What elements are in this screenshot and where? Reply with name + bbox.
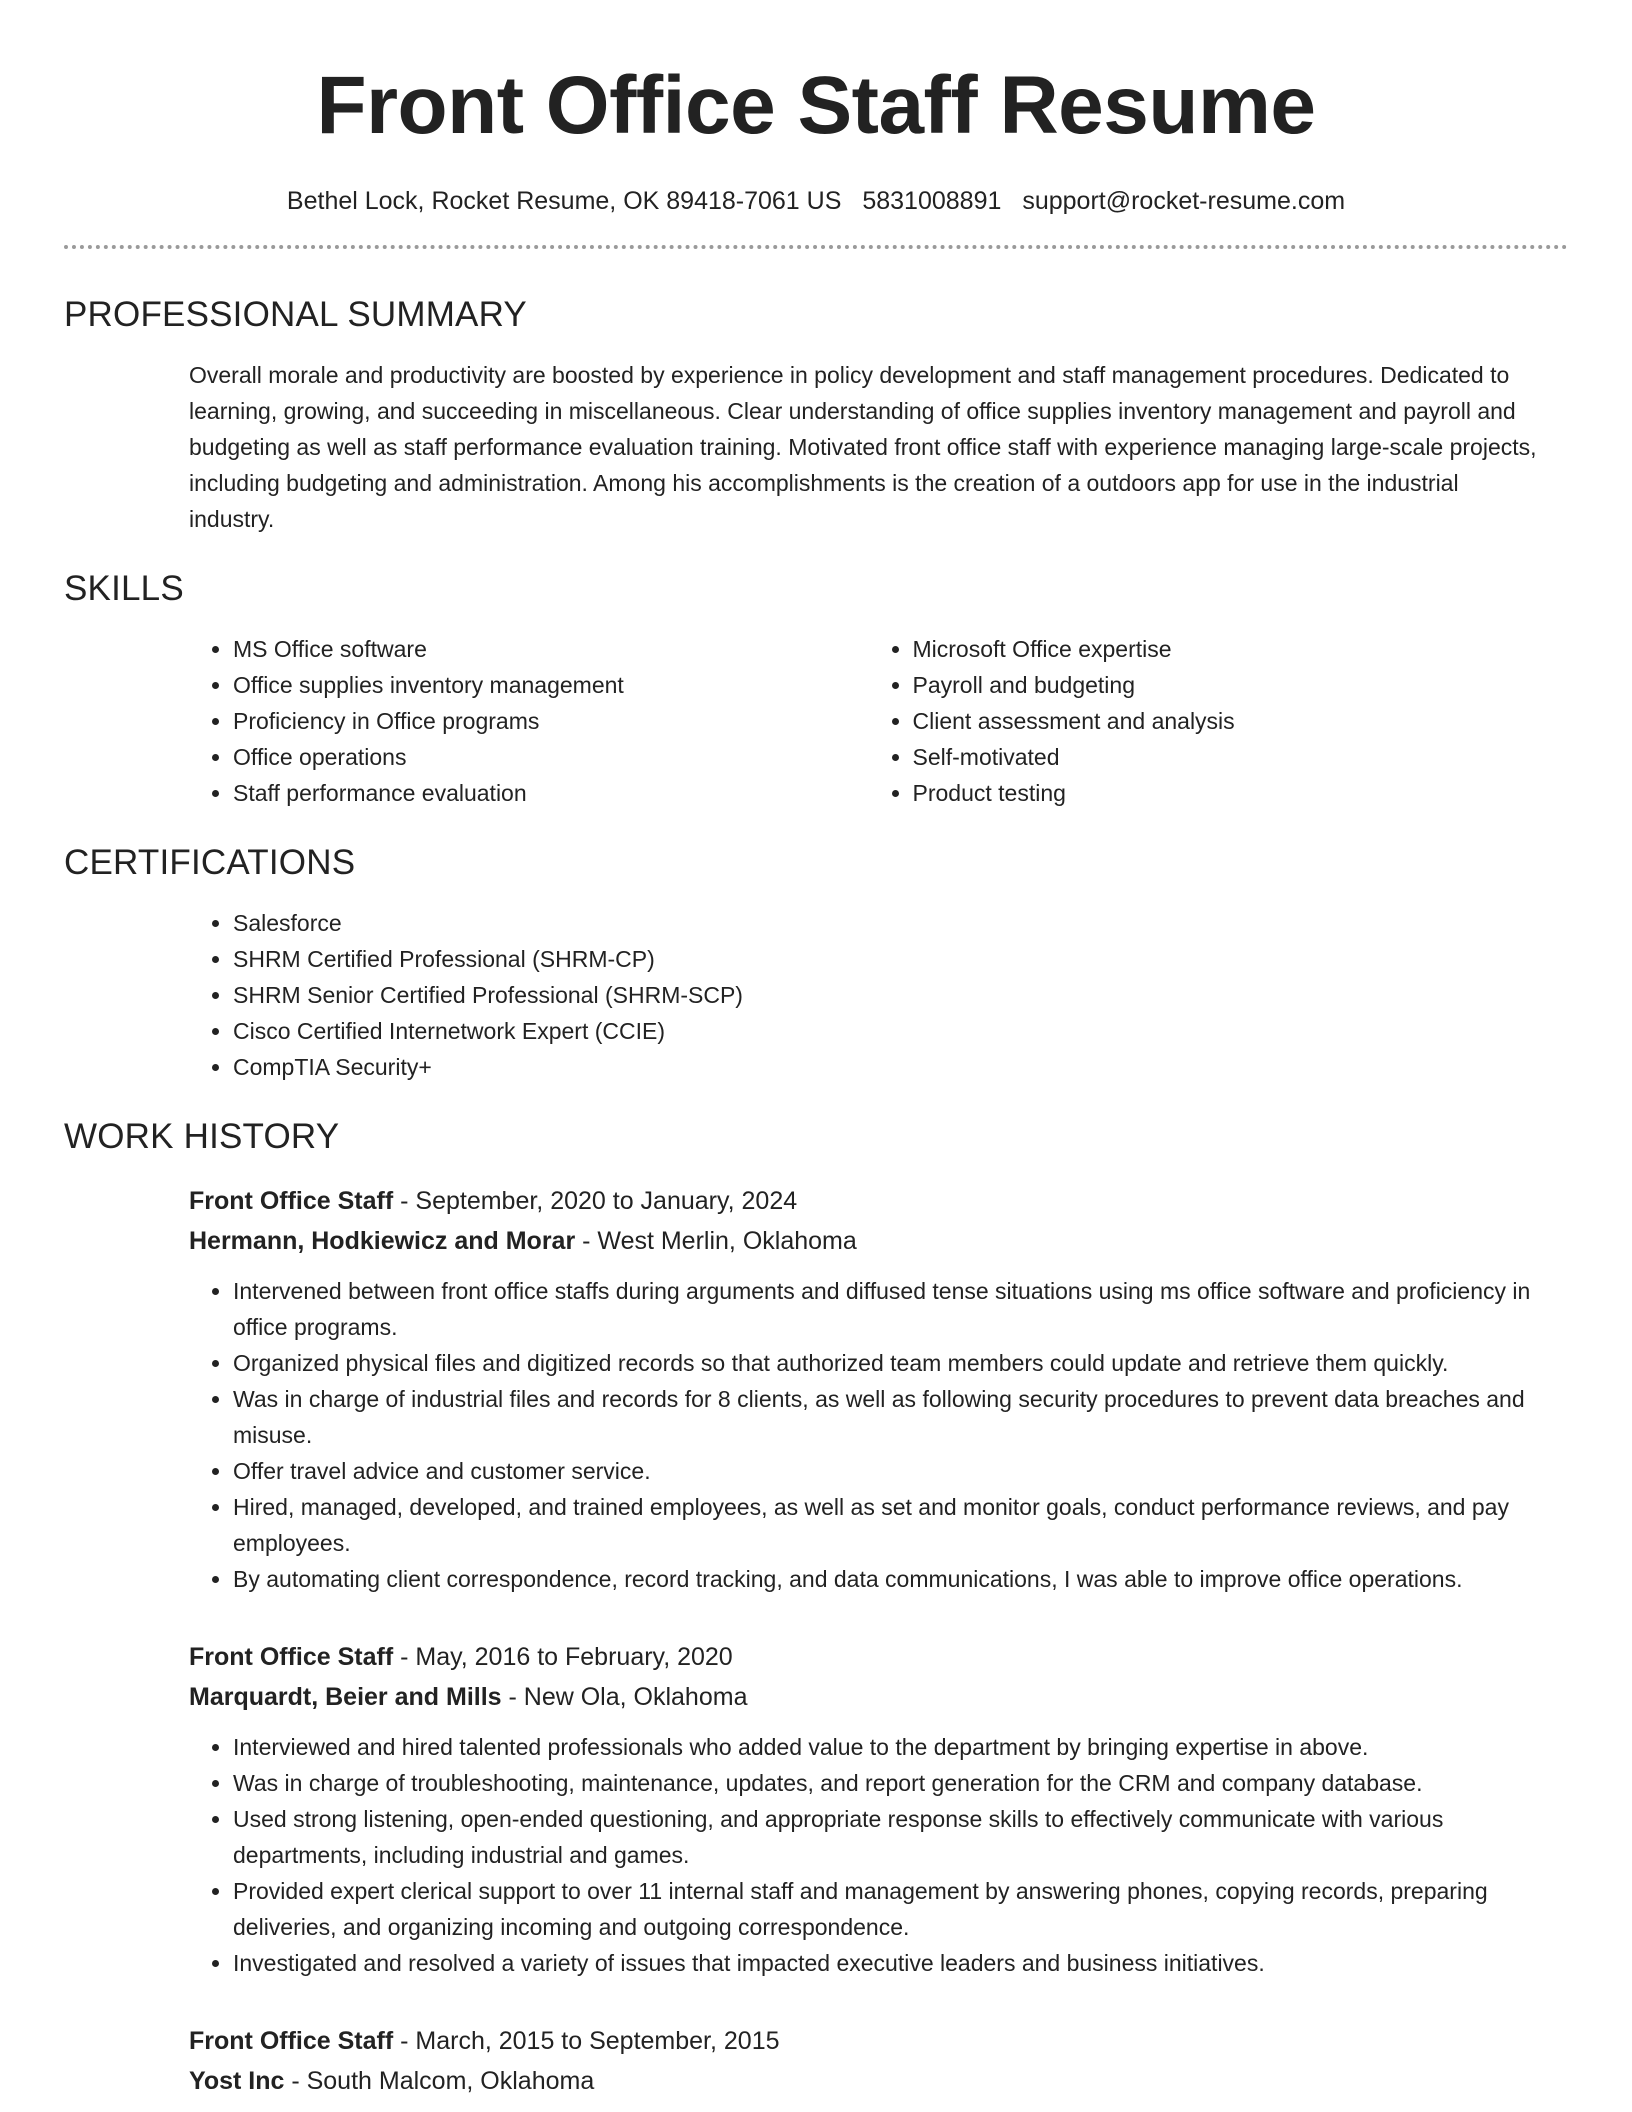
job-company-line — [189, 2061, 1548, 2101]
certification-item: • Cisco Certified Internetwork Expert (CCIE) — [233, 1013, 1548, 1049]
job-bullet: • Was in charge of troubleshooting, maintenance, updates, and report generation for the CRM and company database. — [233, 1765, 1548, 1801]
job-company: Hermann, Hodkiewicz and Morar — [189, 1227, 576, 1255]
certifications-heading: CERTIFICATIONS — [64, 843, 356, 882]
job-bullet: • Was in charge of industrial files and records for 8 clients, as well as following security procedures to prevent data breaches and misuse. — [233, 1381, 1548, 1453]
job-bullets — [189, 1273, 1548, 1597]
contact-phone: 5831008891 — [862, 187, 1002, 215]
skills-section — [64, 567, 1568, 811]
skill-item: • Office operations — [233, 739, 869, 775]
certification-item: • CompTIA Security+ — [233, 1049, 1548, 1085]
job-entry — [189, 2021, 1548, 2101]
certification-item: • SHRM Certified Professional (SHRM-CP) — [233, 941, 1548, 977]
job-location: - South Malcom, Oklahoma — [284, 2067, 595, 2095]
job-company-line — [189, 1677, 1548, 1717]
skill-item: • Product testing — [913, 775, 1549, 811]
job-bullet: • Hired, managed, developed, and trained employees, as well as set and monitor goals, conduct performance reviews, and pay employees. — [233, 1489, 1548, 1561]
job-bullet: • Provided expert clerical support to over 11 internal staff and management by answering phones, copying records, preparing deliveries, and organizing incoming and outgoing correspondence. — [233, 1873, 1548, 1945]
job-bullet: • By automating client correspondence, record tracking, and data communications, I was able to improve office operations. — [233, 1561, 1548, 1597]
summary-heading: PROFESSIONAL SUMMARY — [64, 295, 527, 334]
job-title-line — [189, 2021, 1548, 2061]
job-dates: - September, 2020 to January, 2024 — [393, 1187, 798, 1215]
job-bullet: • Organized physical files and digitized records so that authorized team members could update and retrieve them quickly. — [233, 1345, 1548, 1381]
summary-text: Overall morale and productivity are boosted by experience in policy development and staff management procedures. Dedicated to learning, growing, and succeeding in miscellaneous. Clear understanding of office supplies inventory management and payroll and budgeting as well as staff performance evaluation training. Motivated front office staff with experience managing large-scale projects, including budgeting and administration. Among his accomplishments is the creation of a outdoors app for use in the industrial industry. — [189, 362, 1537, 532]
certifications-section — [64, 841, 1568, 1085]
contact-email: support@rocket-resume.com — [1022, 187, 1346, 215]
job-location: - New Ola, Oklahoma — [501, 1683, 748, 1711]
contact-address: Bethel Lock, Rocket Resume, OK 89418-7061 US — [286, 187, 842, 215]
certification-item: • SHRM Senior Certified Professional (SHRM-SCP) — [233, 977, 1548, 1013]
job-bullet: • Offer travel advice and customer service. — [233, 1453, 1548, 1489]
skill-item: • Proficiency in Office programs — [233, 703, 869, 739]
contact-line — [64, 185, 1568, 217]
job-dates: - March, 2015 to September, 2015 — [393, 2027, 780, 2055]
skill-item: • Client assessment and analysis — [913, 703, 1549, 739]
summary-section — [64, 293, 1568, 537]
job-location: - West Merlin, Oklahoma — [575, 1227, 857, 1255]
job-company-line — [189, 1221, 1548, 1261]
job-bullets — [189, 1729, 1548, 1981]
skill-item: • MS Office software — [233, 631, 869, 667]
skills-columns — [189, 631, 1548, 811]
certifications-list — [189, 905, 1548, 1085]
job-entry — [189, 1637, 1548, 1981]
header-divider — [64, 245, 1568, 249]
skills-column-2 — [869, 631, 1549, 811]
work-history-section — [64, 1115, 1568, 2101]
skill-item: • Microsoft Office expertise — [913, 631, 1549, 667]
job-entry — [189, 1181, 1548, 1597]
job-title: Front Office Staff — [189, 2027, 394, 2055]
skill-item: • Office supplies inventory management — [233, 667, 869, 703]
skills-heading: SKILLS — [64, 569, 184, 608]
job-bullet: • Investigated and resolved a variety of issues that impacted executive leaders and business initiatives. — [233, 1945, 1548, 1981]
job-bullet: • Used strong listening, open-ended questioning, and appropriate response skills to effectively communicate with various departments, including industrial and games. — [233, 1801, 1548, 1873]
job-bullet: • Interviewed and hired talented professionals who added value to the department by bringing expertise in above. — [233, 1729, 1548, 1765]
skill-item: • Staff performance evaluation — [233, 775, 869, 811]
skills-column-1 — [189, 631, 869, 811]
job-title: Front Office Staff — [189, 1643, 394, 1671]
skill-item: • Self-motivated — [913, 739, 1549, 775]
job-dates: - May, 2016 to February, 2020 — [393, 1643, 733, 1671]
skill-item: • Payroll and budgeting — [913, 667, 1549, 703]
job-company: Marquardt, Beier and Mills — [189, 1683, 502, 1711]
job-bullet: • Intervened between front office staffs during arguments and diffused tense situations using ms office software and proficiency in office programs. — [233, 1273, 1548, 1345]
job-title: Front Office Staff — [189, 1187, 394, 1215]
job-company: Yost Inc — [189, 2067, 285, 2095]
job-title-line — [189, 1181, 1548, 1221]
work-history-heading: WORK HISTORY — [64, 1117, 340, 1156]
job-title-line — [189, 1637, 1548, 1677]
page-title: Front Office Staff Resume — [316, 60, 1316, 151]
certification-item: • Salesforce — [233, 905, 1548, 941]
